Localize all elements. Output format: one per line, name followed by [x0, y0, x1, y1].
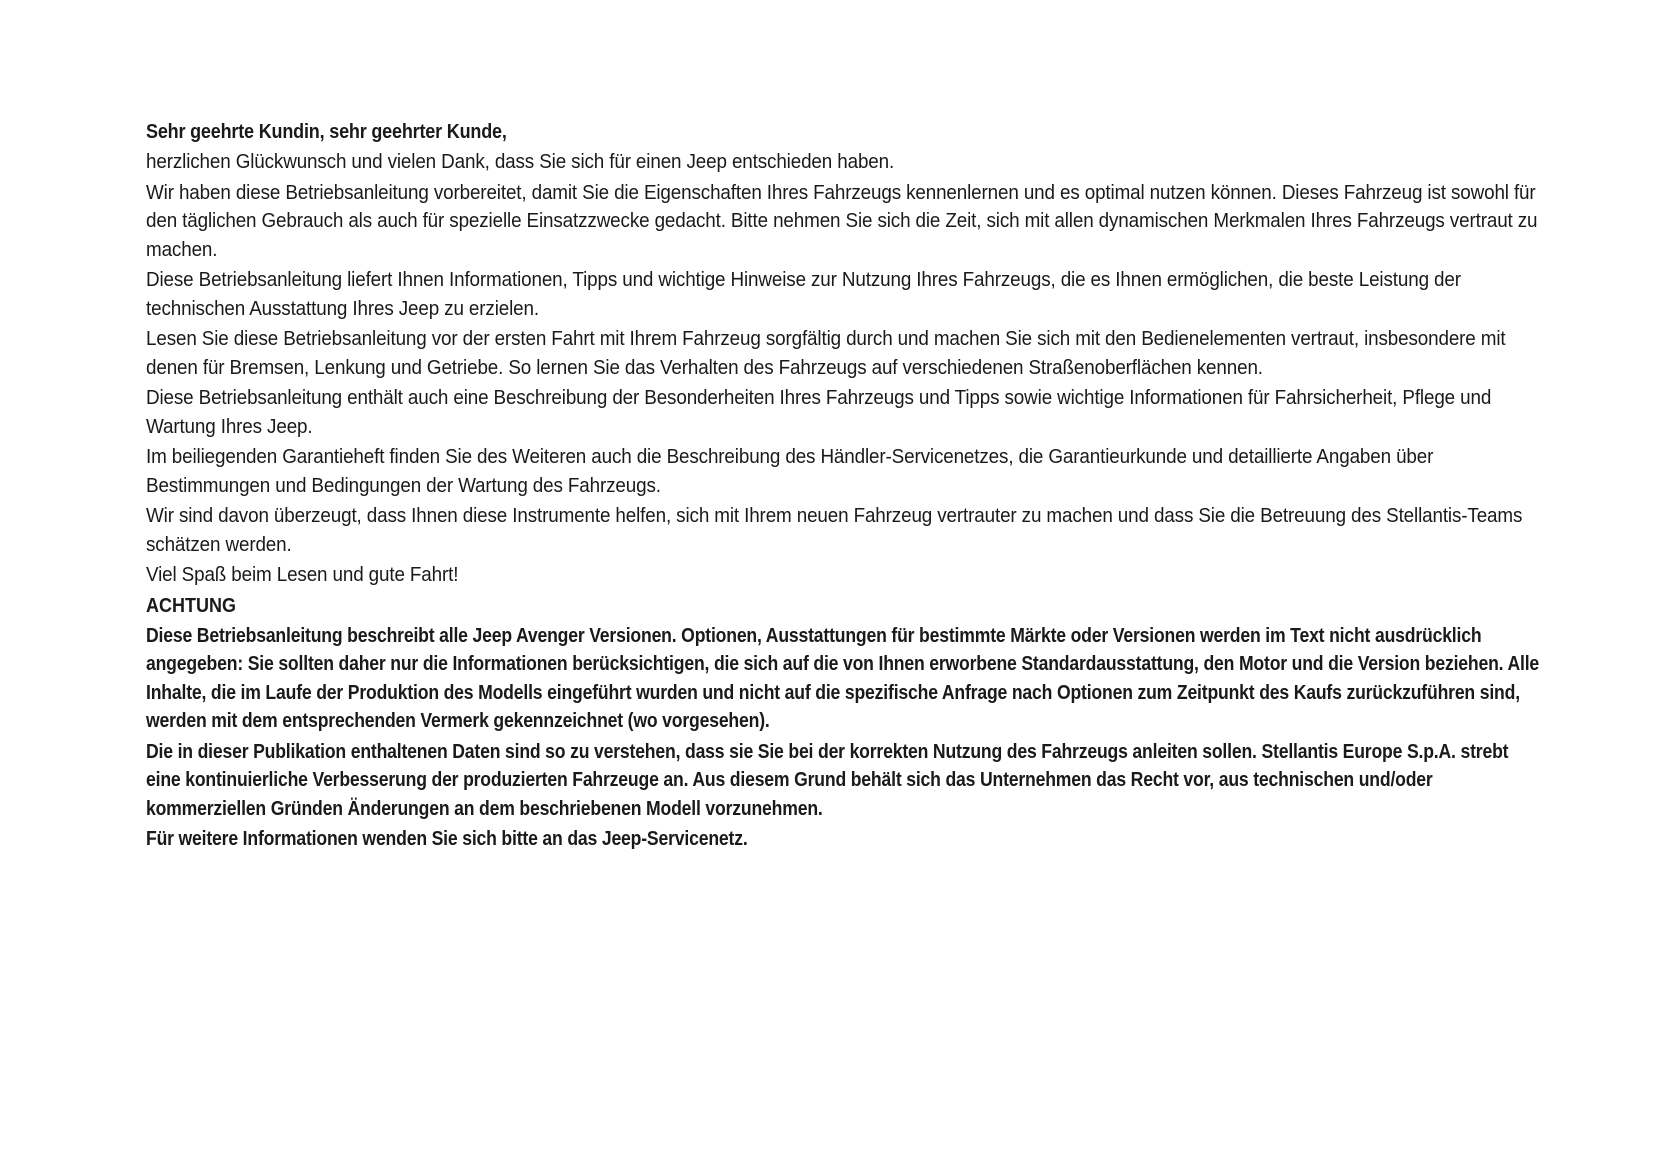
paragraph-closing: Viel Spaß beim Lesen und gute Fahrt! — [146, 563, 459, 586]
paragraph-read-before-driving: Lesen Sie diese Betriebsanleitung vor der ersten Fahrt mit Ihrem Fahrzeug sorgfältig durch und machen Sie sich mit den Bedienelementen vertraut, insbesondere mit denen für Bremsen, Lenkung und Getriebe. So lernen Sie das Verhalten des Fahrzeugs auf verschiedenen Straßenoberflächen kennen. — [146, 327, 1506, 379]
paragraph-information: Diese Betriebsanleitung liefert Ihnen Informationen, Tipps und wichtige Hinweise zur Nutzung Ihres Fahrzeugs, die es Ihnen ermöglichen, die beste Leistung der technischen Ausstattung Ihres Jeep zu erzielen. — [146, 268, 1461, 320]
warning-paragraph-versions: Diese Betriebsanleitung beschreibt alle Jeep Avenger Versionen. Optionen, Ausstattungen für bestimmte Märkte oder Versionen werden im Text nicht ausdrücklich angegeben: Sie sollten daher nur die Informationen berücksichtigen, die sich auf die von Ihnen erworbene Standardausstattung, den Motor und die Version beziehen. Alle Inhalte, die im Laufe der Produktion des Modells eingeführt wurden und nicht auf die spezifische Anfrage nach Optionen zum Zeitpunkt des Kaufs zurückzuführen sind, werden mit dem entsprechenden Vermerk gekennzeichnet (wo vorgesehen). — [146, 624, 1540, 732]
document-page — [146, 118, 1541, 856]
warning-paragraph-data: Die in dieser Publikation enthaltenen Daten sind so zu verstehen, dass sie Sie bei der korrekten Nutzung des Fahrzeugs anleiten sollen. Stellantis Europe S.p.A. strebt eine kontinuierliche Verbesserung der produzierten Fahrzeuge an. Aus diesem Grund behält sich das Unternehmen das Recht vor, aus technischen und/oder kommerziellen Gründen Änderungen an dem beschriebenen Modell vorzunehmen. — [146, 740, 1509, 820]
salutation: Sehr geehrte Kundin, sehr geehrter Kunde, — [146, 121, 507, 143]
paragraph-warranty: Im beiliegenden Garantieheft finden Sie des Weiteren auch die Beschreibung des Händler-Servicenetzes, die Garantieurkunde und detaillierte Angaben über Bestimmungen und Bedingungen der Wartung des Fahrzeugs. — [146, 445, 1434, 497]
paragraph-confidence: Wir sind davon überzeugt, dass Ihnen diese Instrumente helfen, sich mit Ihrem neuen Fahrzeug vertrauter zu machen und dass Sie die Betreuung des Stellantis-Teams schätzen werden. — [146, 504, 1523, 556]
warning-title: ACHTUNG — [146, 594, 236, 617]
paragraph-contents: Diese Betriebsanleitung enthält auch eine Beschreibung der Besonderheiten Ihres Fahrzeugs und Tipps sowie wichtige Informationen für Fahrsicherheit, Pflege und Wartung Ihres Jeep. — [146, 386, 1492, 438]
warning-paragraph-service: Für weitere Informationen wenden Sie sich bitte an das Jeep-Servicenetz. — [146, 828, 748, 850]
paragraph-purpose: Wir haben diese Betriebsanleitung vorbereitet, damit Sie die Eigenschaften Ihres Fahrzeugs kennenlernen und es optimal nutzen können. Dieses Fahrzeug ist sowohl für den täglichen Gebrauch als auch für spezielle Einsatzzwecke gedacht. Bitte nehmen Sie sich die Zeit, sich mit allen dynamischen Merkmalen Ihres Fahrzeugs vertraut zu machen. — [146, 180, 1538, 261]
paragraph-congratulations: herzlichen Glückwunsch und vielen Dank, dass Sie sich für einen Jeep entschieden haben. — [146, 150, 895, 173]
